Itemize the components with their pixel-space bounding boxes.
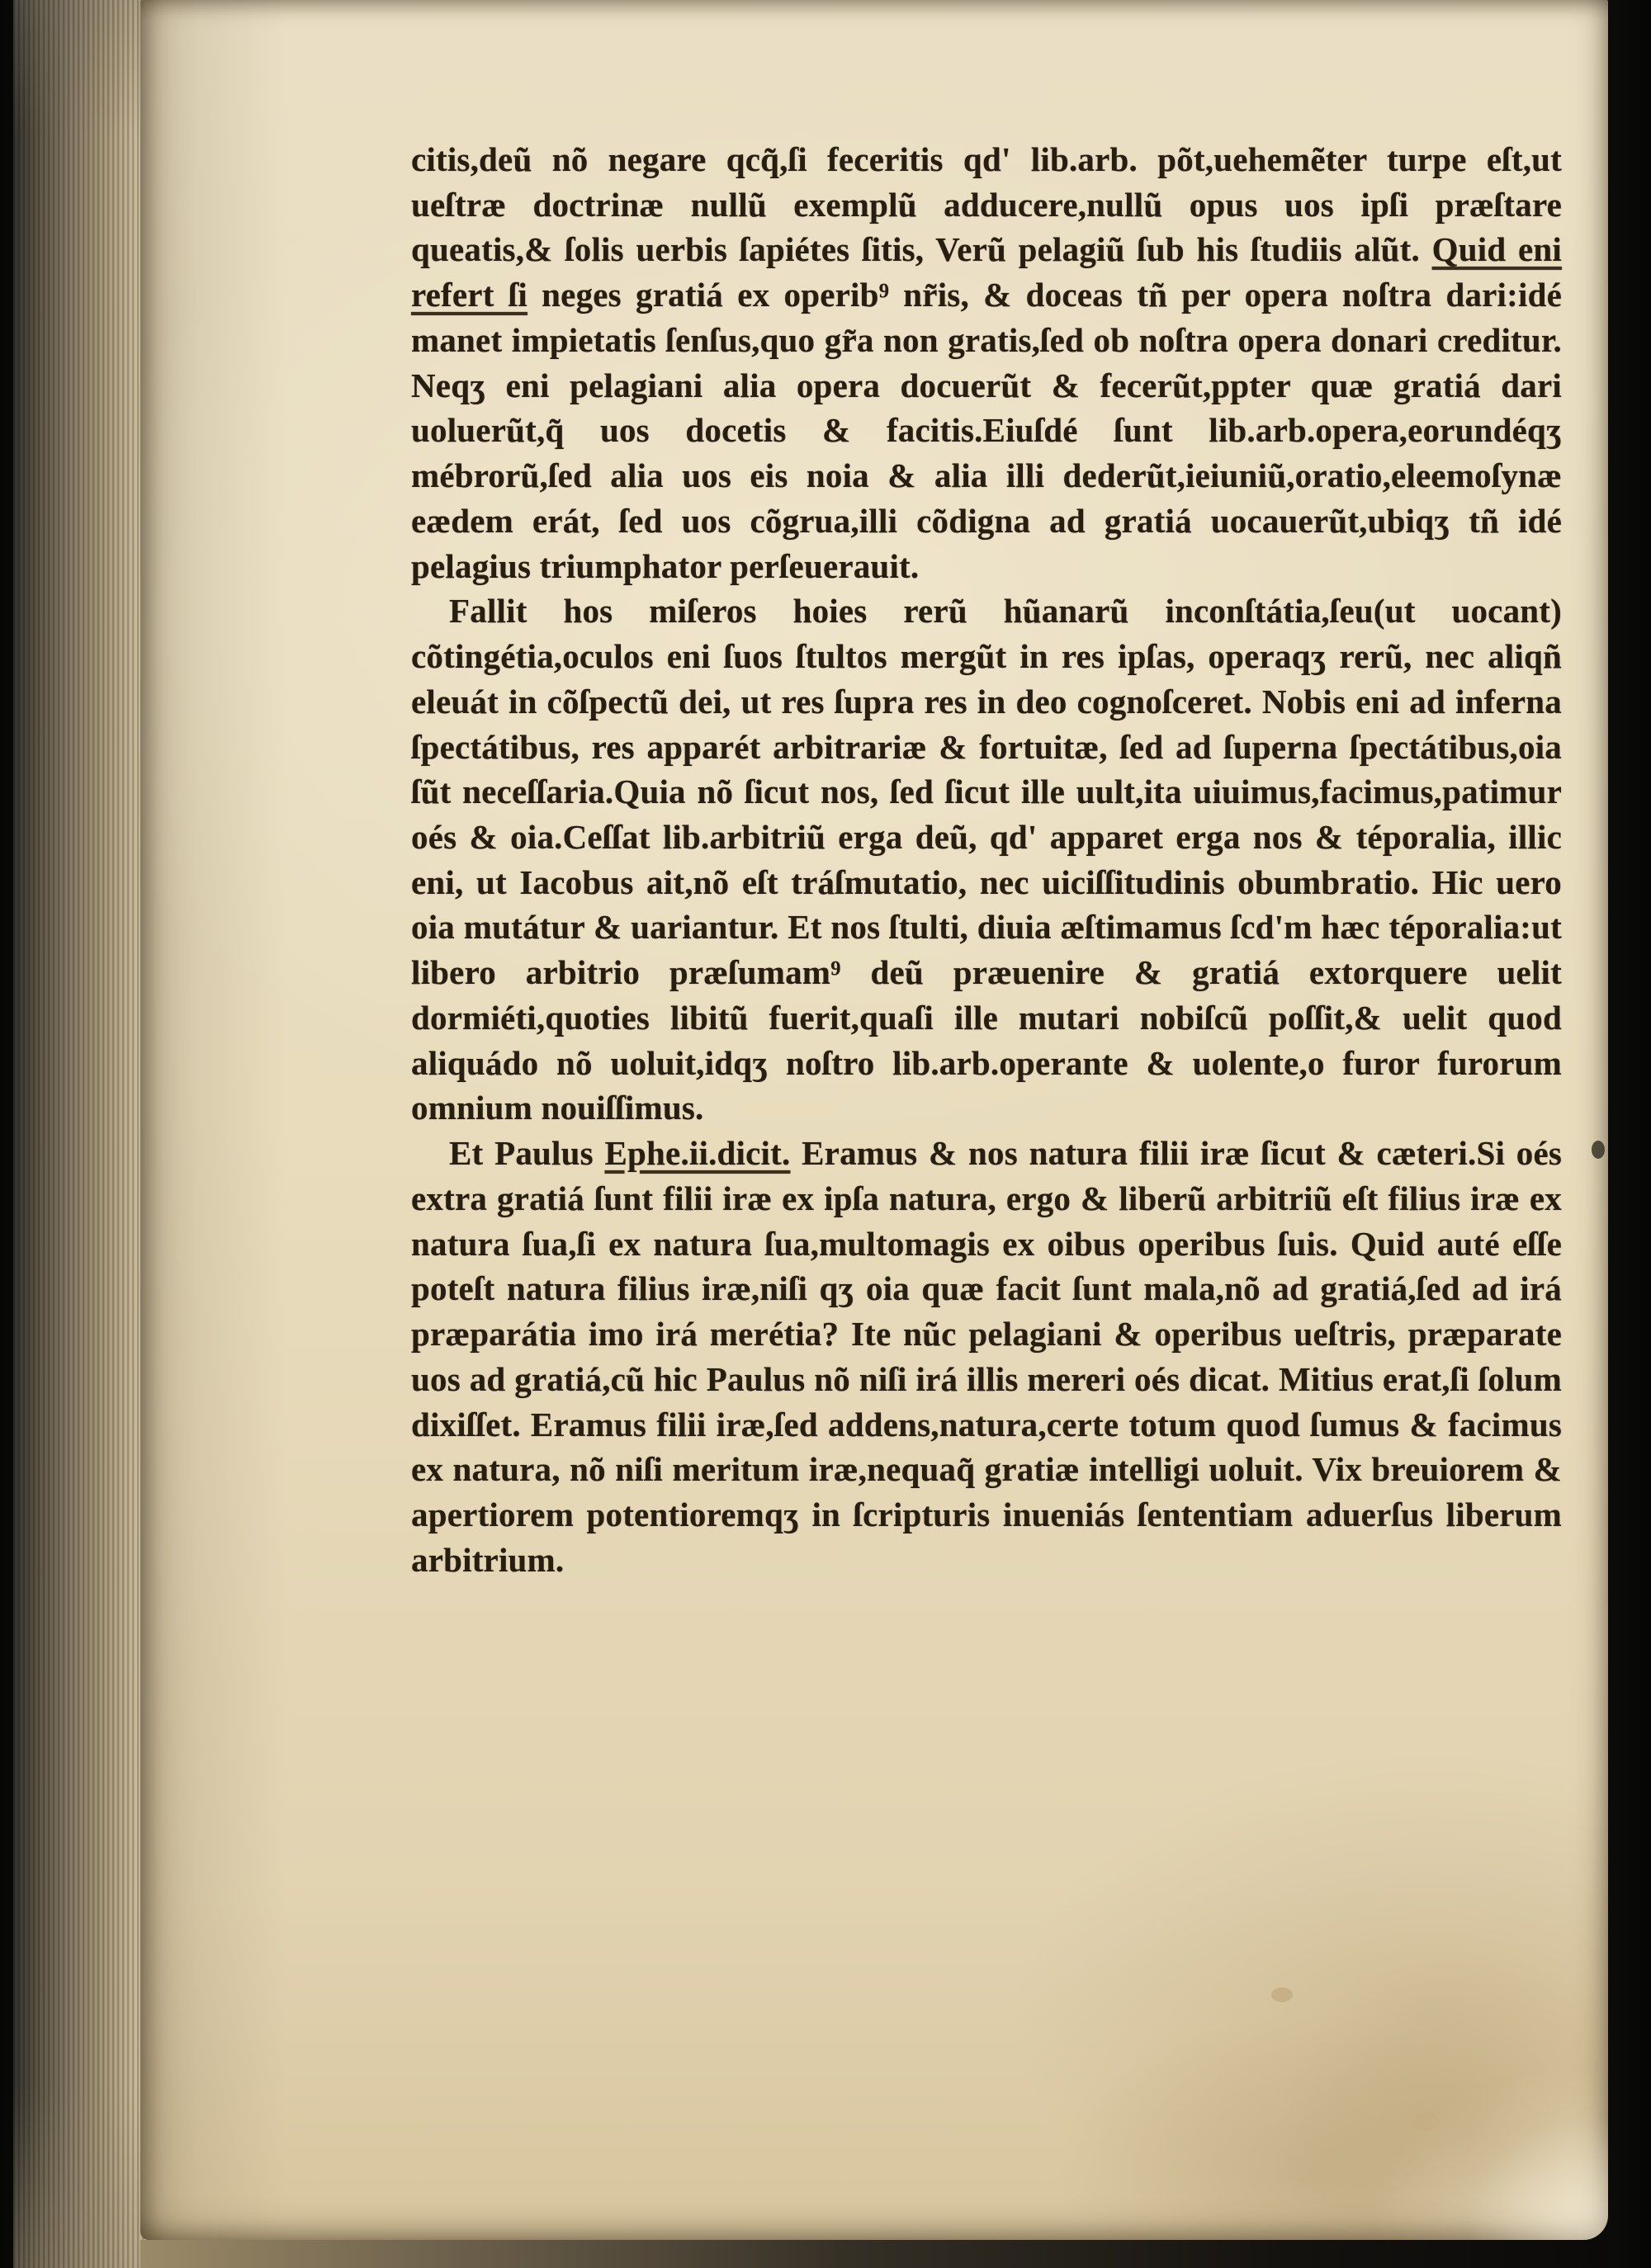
left-page-edges (13, 0, 150, 2268)
paragraph-text: citis,deũ nõ negare qcq̃,ſi feceritis qd' lib.arb. põt,uehemẽter turpe eſt,ut ueſtræ doctrinæ nullũ exemplũ adducere,nullũ opus uos ipſi præſtare queatis,& ſolis uerbis ſapiétes ſitis, Verũ pelagiũ ſub his ſtudiis alũt. (411, 140, 1562, 269)
paragraph (411, 588, 1562, 1131)
book-page (140, 0, 1608, 2240)
paragraph-text: neges gratiá ex operib⁹ nr̃is, & doceas tñ per opera noſtra dari:idé manet impietatis ſenſus,quo gr̃a non gratis,ſed ob noſtra opera donari creditur. Neqʒ eni pelagiani alia opera docuerũt & fecerũt,ppter quæ gratiá dari uoluerũt,q̃ uos docetis & facitis.Eiuſdé ſunt lib.arb.opera,eorundéqʒ mébrorũ,ſed alia uos eis noia & alia illi dederũt,ieiuniũ,oratio,eleemoſynæ eædem erát, ſed uos cõgrua,illi cõdigna ad gratiá uocauerũt,ubiqʒ tñ idé pelagius triumphator perſeuerauit. (411, 276, 1562, 585)
paragraph (411, 1131, 1562, 1582)
paragraph-text: Et Paulus (449, 1134, 605, 1173)
foxing-spot (1412, 2113, 1440, 2131)
paragraph (411, 137, 1562, 588)
ink-speck (1592, 1141, 1605, 1159)
paragraph-text: Fallit hos miſeros hoies rerũ hũanarũ inconſtátia,ſeu(ut uocant) cõtingétia,oculos eni ſuos ſtultos mergũt in res ipſas, operaqʒ rerũ, nec aliqñ eleuát in cõſpectũ dei, ut res ſupra res in deo cognoſceret. Nobis eni ad inferna ſpectátibus, res apparét arbitrariæ & fortuitæ, ſed ad ſuperna ſpectátibus,oia ſũt neceſſaria.Quia nõ ſicut nos, ſed ſicut ille uult,ita uiuimus,facimus,patimur oés & oia.Ceſſat lib.arbitriũ erga deũ, qd' apparet erga nos & téporalia, illic eni, ut Iacobus ait,nõ eſt tráſmutatio, nec uiciſſitudinis obumbratio. Hic uero oia mutátur & uariantur. Et nos ſtulti, diuia æſtimamus ſcd'm hæc téporalia:ut libero arbitrio præſumam⁹ deũ præuenire & gratiá extorquere uelit dormiéti,quoties libitũ fuerit,quaſi ille mutari nobiſcũ poſſit,& uelit quod aliquádo nõ uoluit,idqʒ noſtro lib.arb.operante & uolente,o furor furorum omnium nouiſſimus. (411, 592, 1562, 1127)
underline-annotation: Ephe.ii.dicit. (604, 1134, 791, 1173)
foxing-spot (1271, 1987, 1293, 2002)
underline-annotation: Quid eni refert ſi (411, 230, 1563, 314)
bottom-page-edges (140, 2240, 1608, 2268)
paragraph-text: Eramus & nos natura filii iræ ſicut & cæteri.Si oés extra gratiá ſunt filii iræ ex ipſa natura, ergo & liberũ arbitriũ eſt filius iræ ex natura ſua,ſi ex natura ſua,multomagis ex oibus operibus ſuis. Quid auté eſſe poteſt natura filius iræ,niſi qʒ oia quæ facit ſunt mala,nõ ad gratiá,ſed ad irá præparátia imo irá merétia? Ite nũc pelagiani & operibus ueſtris, præparate uos ad gratiá,cũ hic Paulus nõ niſi irá illis mereri oés dicat. Mitius erat,ſi ſolum dixiſſet. Eramus filii iræ,ſed addens,natura,certe totum quod ſumus & facimus ex natura, nõ niſi meritum iræ,nequaq̃ gratiæ intelligi uoluit. Vix breuiorem & apertiorem potentioremqʒ in ſcripturis inueniás ſententiam aduerſus liberum arbitrium. (411, 1134, 1562, 1579)
text-block (411, 137, 1562, 1583)
corner-fold-highlight (1360, 2025, 1608, 2240)
